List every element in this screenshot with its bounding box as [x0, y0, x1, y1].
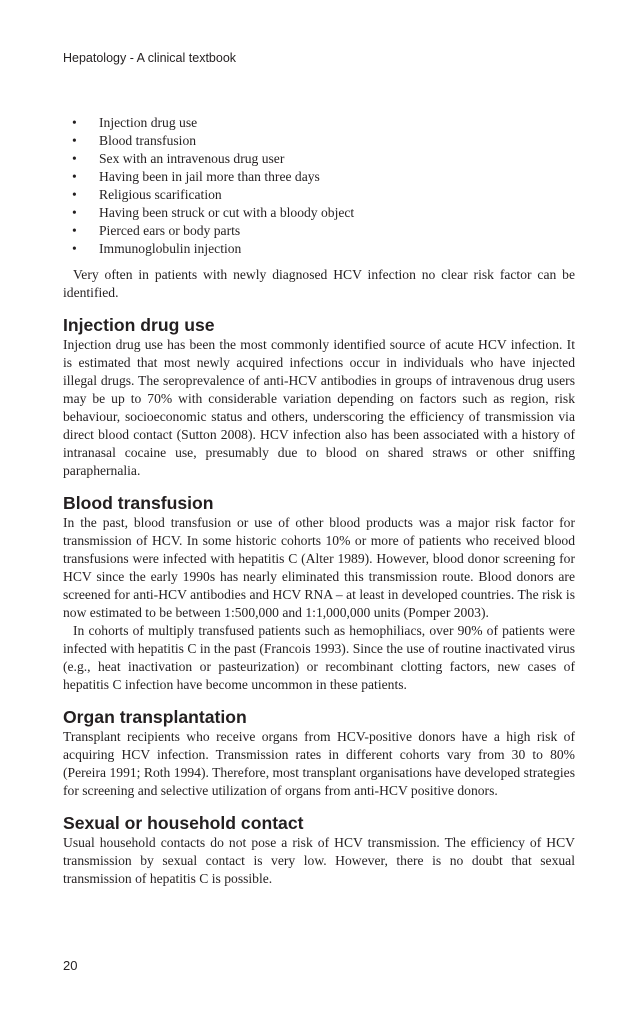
- section-heading-blood-transfusion: Blood transfusion: [63, 493, 214, 513]
- section-paragraph: Transplant recipients who receive organs from HCV-positive donors have a high risk of acquiring HCV infection. Transmission rates in different cohorts vary from 30 to 80% (Pereira 1991; Roth 1994). Therefore, most transplant organisations have developed strategies for screening and selective utilization of organs from anti-HCV positive donors.: [63, 729, 575, 798]
- list-item-text: Immunoglobulin injection: [99, 241, 242, 256]
- list-item: [72, 240, 575, 258]
- list-item-text: Religious scarification: [99, 187, 222, 202]
- bullet-icon: •: [72, 169, 77, 184]
- bullet-icon: •: [72, 151, 77, 166]
- list-item: [72, 132, 575, 150]
- risk-factor-list: [63, 114, 575, 258]
- running-header: Hepatology - A clinical textbook: [63, 51, 237, 65]
- section-paragraph: In the past, blood transfusion or use of other blood products was a major risk factor for transmission of HCV. In some historic cohorts 10% or more of patients who received blood transfusions were infected with hepatitis C (Alter 1989). However, blood donor screening for HCV since the early 1990s has nearly eliminated this transmission route. Blood donors are screened for anti-HCV antibodies and HCV RNA – at least in developed countries. The risk is now estimated to be between 1:500,000 and 1:1,000,000 units (Pomper 2003).: [63, 515, 575, 620]
- intro-paragraph: Very often in patients with newly diagnosed HCV infection no clear risk factor can be identified.: [63, 267, 575, 300]
- bullet-icon: •: [72, 205, 77, 220]
- list-item-text: Sex with an intravenous drug user: [99, 151, 285, 166]
- list-item-text: Pierced ears or body parts: [99, 223, 241, 238]
- list-item: [72, 186, 575, 204]
- bullet-icon: •: [72, 133, 77, 148]
- list-item: [72, 168, 575, 186]
- section-paragraph: In cohorts of multiply transfused patients such as hemophiliacs, over 90% of patients were infected with hepatitis C in the past (Francois 1993). Since the use of routine inactivated virus (e.g., heat inactivation or pasteurization) or recombinant clotting factors, new cases of hepatitis C infection have become uncommon in these patients.: [63, 623, 575, 692]
- section-heading-sexual-household-contact: Sexual or household contact: [63, 813, 304, 833]
- list-item-text: Having been in jail more than three days: [99, 169, 320, 184]
- list-item: [72, 222, 575, 240]
- list-item-text: Having been struck or cut with a bloody object: [99, 205, 355, 220]
- bullet-icon: •: [72, 241, 77, 256]
- page-content: [63, 114, 575, 888]
- section-heading-organ-transplantation: Organ transplantation: [63, 707, 247, 727]
- section-paragraph: Usual household contacts do not pose a risk of HCV transmission. The efficiency of HCV transmission by sexual contact is very low. However, there is no doubt that sexual transmission of hepatitis C is possible.: [63, 835, 575, 886]
- bullet-icon: •: [72, 115, 77, 130]
- bullet-icon: •: [72, 187, 77, 202]
- page-number: 20: [63, 958, 78, 973]
- list-item: [72, 150, 575, 168]
- list-item-text: Blood transfusion: [99, 133, 197, 148]
- list-item: [72, 204, 575, 222]
- list-item-text: Injection drug use: [99, 115, 198, 130]
- list-item: [72, 114, 575, 132]
- section-heading-injection-drug-use: Injection drug use: [63, 315, 215, 335]
- section-paragraph: Injection drug use has been the most commonly identified source of acute HCV infection. It is estimated that most newly acquired infections occur in individuals who have injected illegal drugs. The seroprevalence of anti-HCV antibodies in groups of intravenous drug users may be up to 70% with considerable variation depending on factors such as region, risk behaviour, socioeconomic status and others, underscoring the efficiency of transmission via direct blood contact (Sutton 2008). HCV infection also has been associated with a history of intranasal cocaine use, presumably due to blood on shared straws or other sniffing paraphernalia.: [63, 337, 575, 478]
- document-page: [63, 0, 575, 1021]
- bullet-icon: •: [72, 223, 77, 238]
